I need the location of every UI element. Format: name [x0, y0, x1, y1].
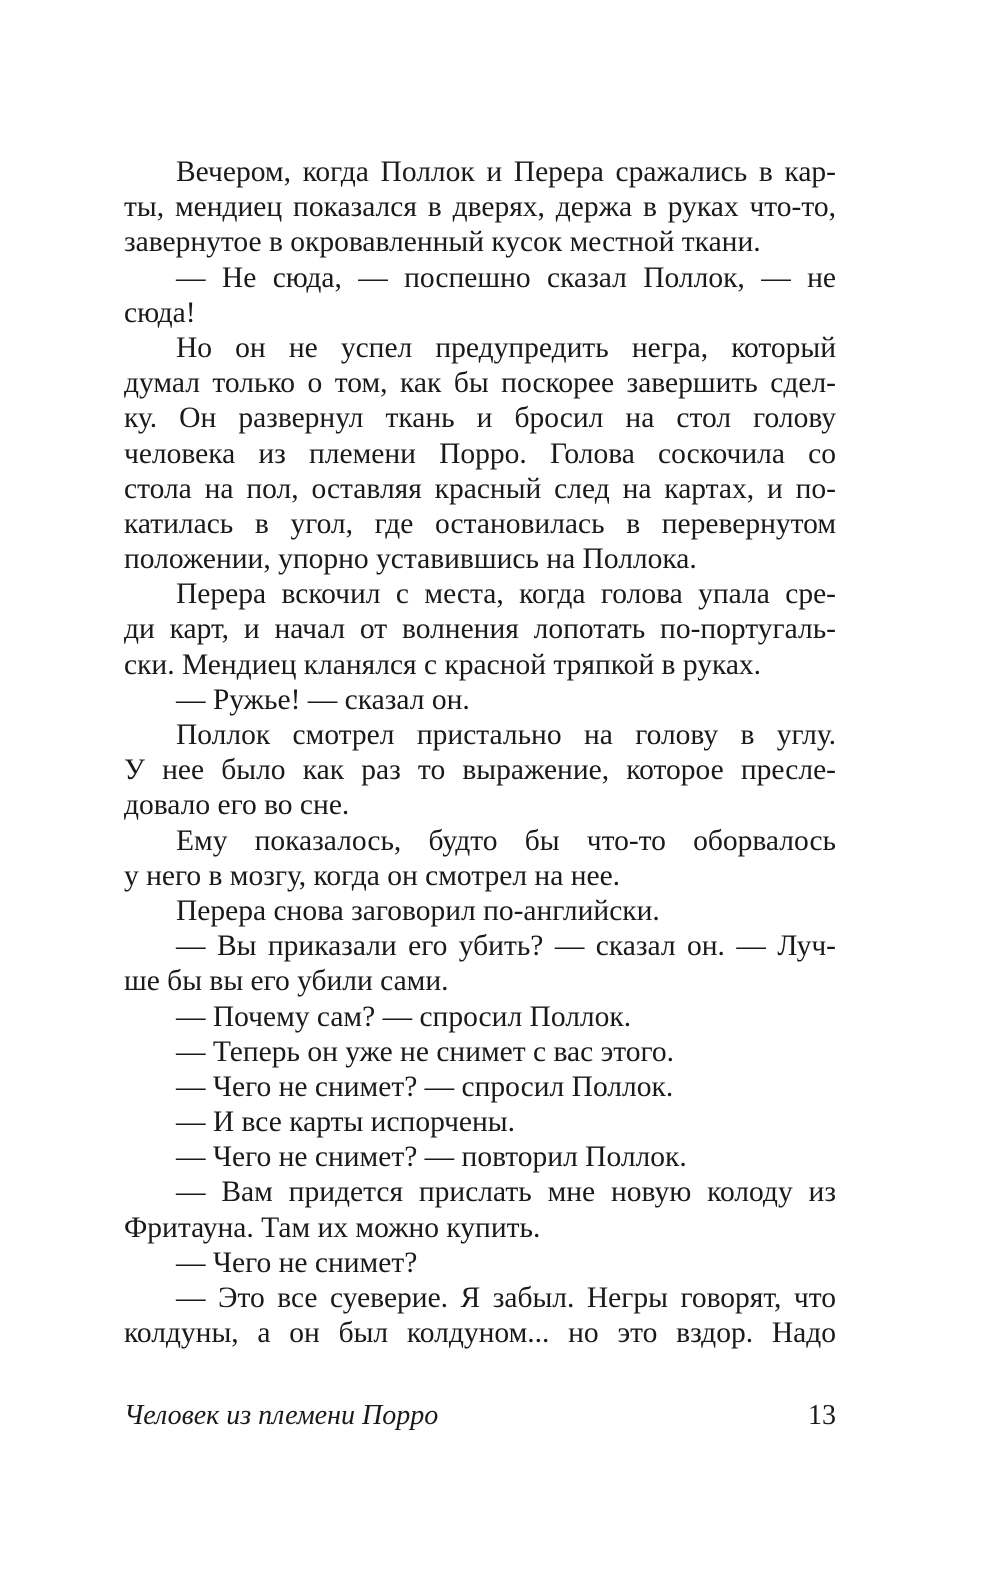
text-line: Вечером, когда Поллок и Перера сражались в кар- [176, 156, 836, 188]
text-line: у него в мозгу, когда он смотрел на нее. [124, 859, 621, 892]
text-line: — Вы приказали его убить? — сказал он. — Луч- [176, 930, 836, 963]
text-line: Перера вскочил с места, когда голова упала сре- [176, 578, 836, 611]
text-line: Но он не успел предупредить негра, который [176, 331, 836, 364]
text-line: стола на пол, оставляя красный след на картах, и по- [124, 472, 836, 505]
text-line: — Вам придется прислать мне новую колоду из [176, 1176, 836, 1209]
text-line: — Это все суеверие. Я забыл. Негры говорят, что [176, 1282, 836, 1314]
text-line: — Почему сам? — спросил Поллок. [176, 1000, 632, 1033]
text-line: ше бы вы его убили сами. [124, 965, 449, 998]
page-number: 13 [808, 1400, 836, 1431]
text-line: — Чего не снимет? — спросил Поллок. [176, 1070, 674, 1103]
page-footer [124, 1400, 836, 1436]
text-line: ку. Он развернул ткань и бросил на стол голову [124, 402, 836, 435]
text-line: колдуны, а он был колдуном... но это вздор. Надо [124, 1317, 836, 1350]
text-line: У нее было как раз то выражение, которое пресле- [124, 754, 836, 787]
text-line: — И все карты испорчены. [176, 1106, 516, 1139]
text-line: — Не сюда, — поспешно сказал Поллок, — не [176, 261, 836, 294]
text-line: положении, упорно уставившись на Поллока. [124, 543, 697, 576]
text-line: сюда! [124, 296, 196, 329]
text-line: думал только о том, как бы поскорее завершить сдел- [124, 367, 836, 400]
text-line: ски. Мендиец кланялся с красной тряпкой в руках. [124, 648, 762, 681]
text-line: Перера снова заговорил по-английски. [176, 894, 660, 927]
text-line: ди карт, и начал от волнения лопотать по-португаль- [124, 613, 836, 646]
text-line: — Чего не снимет? [176, 1246, 418, 1279]
text-line: — Чего не снимет? — повторил Поллок. [176, 1141, 687, 1174]
text-line: Ему показалось, будто бы что-то оборвалось [176, 824, 836, 857]
text-line: Поллок смотрел пристально на голову в углу. [176, 719, 836, 751]
text-line: катилась в угол, где остановилась в перевернутом [124, 507, 836, 540]
body-text [124, 155, 836, 1351]
text-line: завернутое в окровавленный кусок местной ткани. [124, 226, 761, 259]
text-line: Фритауна. Там их можно купить. [124, 1211, 541, 1244]
text-line: довало его во сне. [124, 789, 350, 822]
text-line: — Теперь он уже не снимет с вас этого. [176, 1035, 674, 1068]
text-line: — Ружье! — сказал он. [176, 683, 470, 716]
running-title: Человек из племени Порро [124, 1400, 439, 1431]
text-line: ты, мендиец показался в дверях, держа в руках что-то, [124, 191, 836, 224]
text-line: человека из племени Порро. Голова соскочила со [124, 437, 836, 470]
